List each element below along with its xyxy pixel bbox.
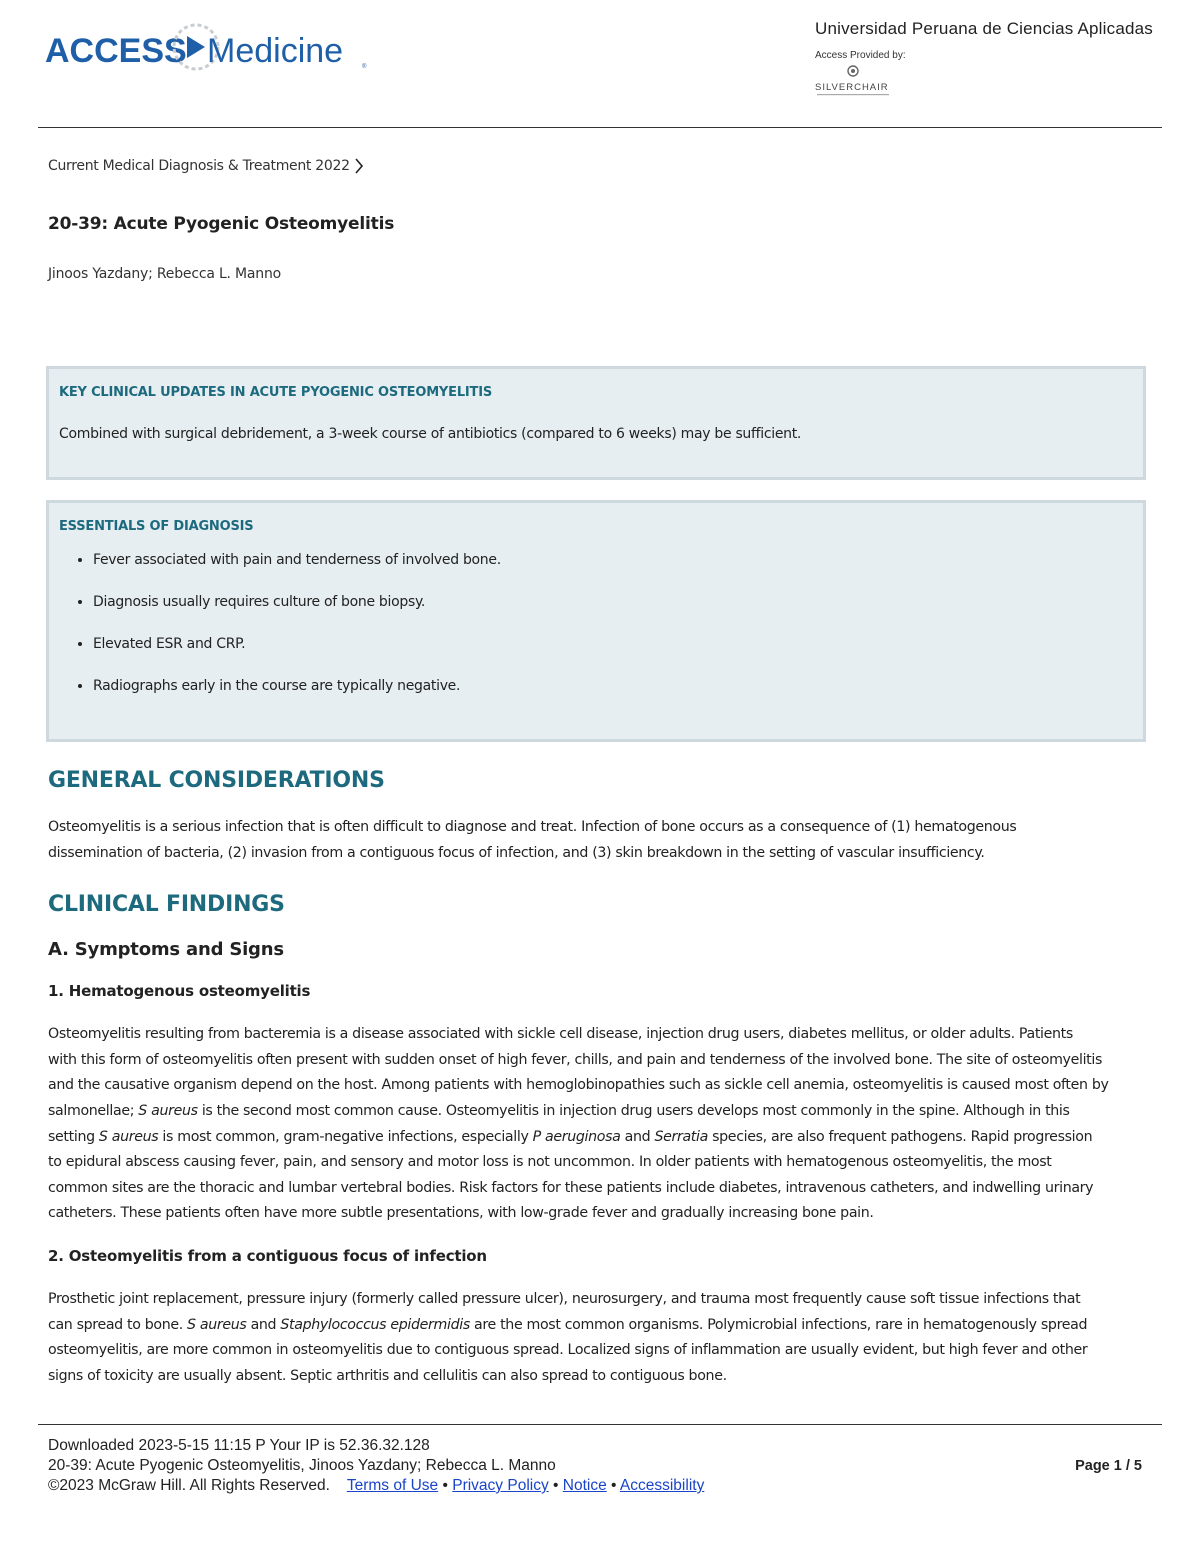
- provider-logo-text: SILVERCHAIR: [815, 82, 889, 93]
- text-line: to epidural abscess causing fever, pain, and sensory and motor loss is not uncommon. In older patients with hematogenous osteomyelitis, the most: [48, 1154, 1052, 1171]
- chapter-authors: Jinoos Yazdany; Rebecca L. Manno: [48, 266, 282, 282]
- text-line: Osteomyelitis is a serious infection that is often difficult to diagnose and treat. Infection of bone occurs as a consequence of (1) hematogenous: [48, 819, 1017, 835]
- breadcrumb-label[interactable]: Current Medical Diagnosis & Treatment 2022: [48, 158, 350, 174]
- text-line: [48, 1313, 1154, 1339]
- text-line: common sites are the thoracic and lumbar vertebral bodies. Risk factors for these patients include diabetes, intravenous catheters, and indwelling urinary: [48, 1179, 1094, 1196]
- logo-trademark: ®: [362, 64, 367, 70]
- page-header: [0, 0, 1200, 128]
- key-updates-heading: KEY CLINICAL UPDATES IN ACUTE PYOGENIC OSTEOMYELITIS: [59, 385, 493, 400]
- text-line: [48, 1099, 1154, 1125]
- header-divider: [38, 127, 1162, 128]
- text-span: can spread to bone.: [48, 1316, 188, 1333]
- organism-name: S aureus: [187, 1316, 247, 1333]
- list-item: • Elevated ESR and CRP.: [93, 636, 1133, 654]
- contiguous-paragraph: [48, 1287, 1154, 1389]
- link-separator: •: [442, 1477, 448, 1494]
- notice-link[interactable]: Notice: [562, 1477, 607, 1494]
- symptoms-signs-heading: A. Symptoms and Signs: [48, 939, 284, 961]
- organism-name: P aeruginosa: [532, 1128, 621, 1145]
- text-span: setting: [48, 1128, 99, 1145]
- institution-name: Universidad Peruana de Ciencias Aplicadas: [814, 19, 1153, 38]
- chevron-right-icon: [354, 158, 364, 174]
- text-span: is the second most common cause. Osteomyelitis in injection drug users develops most commonly in the spine. Although in this: [197, 1102, 1070, 1119]
- copyright: ©2023 McGraw Hill. All Rights Reserved.: [48, 1477, 330, 1494]
- text-line: Prosthetic joint replacement, pressure injury (formerly called pressure ulcer), neurosurgery, and trauma most frequently cause soft tissue infections that: [48, 1290, 1081, 1307]
- provider-logo: [813, 62, 903, 100]
- article-content: [48, 150, 1154, 1389]
- text-line: osteomyelitis, are more common in osteomyelitis due to contiguous spread. Localized signs of inflammation are usually evident, but high fever and other: [48, 1342, 1088, 1359]
- logo-arrow-icon: [187, 36, 205, 58]
- text-line: with this form of osteomyelitis often present with sudden onset of high fever, chills, and pain and tenderness of the involved bone. The site of osteomyelitis: [48, 1051, 1103, 1068]
- page-footer: [48, 1436, 1154, 1496]
- text-span: and: [246, 1316, 281, 1333]
- download-info: Downloaded 2023-5-15 11:15 P Your IP is 52.36.32.128: [48, 1437, 430, 1454]
- accessibility-link[interactable]: Accessibility: [619, 1477, 705, 1494]
- list-item: • Fever associated with pain and tenderness of involved bone.: [93, 552, 1133, 570]
- text-span: species, are also frequent pathogens. Rapid progression: [707, 1128, 1093, 1145]
- copyright-line: [48, 1476, 1154, 1496]
- list-item: • Radiographs early in the course are typically negative.: [93, 678, 1133, 696]
- breadcrumb[interactable]: [48, 158, 1154, 174]
- link-separator: •: [611, 1477, 617, 1494]
- text-line: [48, 1125, 1154, 1151]
- key-updates-box: [46, 366, 1146, 480]
- text-span: salmonellae;: [48, 1102, 139, 1119]
- general-considerations-text: [48, 815, 1154, 866]
- list-item: • Diagnosis usually requires culture of bone biopsy.: [93, 594, 1133, 612]
- silverchair-logo-icon: [813, 62, 903, 100]
- logo-access-text: ACCESS: [45, 32, 187, 70]
- organism-name: Serratia: [654, 1128, 708, 1145]
- logo-graphic: [45, 18, 375, 80]
- text-span: is most common, gram-negative infections, especially: [158, 1128, 533, 1145]
- text-line: Osteomyelitis resulting from bacteremia is a disease associated with sickle cell disease, injection drug users, diabetes mellitus, or older adults. Patients: [48, 1026, 1073, 1043]
- general-considerations-heading: GENERAL CONSIDERATIONS: [48, 768, 385, 793]
- hematogenous-heading: 1. Hematogenous osteomyelitis: [48, 982, 311, 1001]
- accessmedicine-logo[interactable]: [45, 18, 375, 80]
- essentials-heading: ESSENTIALS OF DIAGNOSIS: [59, 519, 254, 534]
- footer-divider: [38, 1424, 1162, 1425]
- terms-of-use-link[interactable]: Terms of Use: [346, 1477, 439, 1494]
- clinical-findings-heading: CLINICAL FINDINGS: [48, 892, 285, 918]
- key-updates-text: Combined with surgical debridement, a 3-week course of antibiotics (compared to 6 weeks) may be sufficient.: [59, 426, 802, 442]
- citation: 20-39: Acute Pyogenic Osteomyelitis, Jinoos Yazdany; Rebecca L. Manno: [48, 1457, 556, 1474]
- logo-medicine-text: Medicine: [207, 32, 344, 70]
- page-number: Page 1 / 5: [1075, 1458, 1142, 1474]
- organism-name: S aureus: [98, 1128, 159, 1145]
- organism-name: S aureus: [138, 1102, 198, 1119]
- privacy-policy-link[interactable]: Privacy Policy: [452, 1477, 549, 1494]
- hematogenous-paragraph: [48, 1022, 1154, 1227]
- text-line: dissemination of bacteria, (2) invasion from a contiguous focus of infection, and (3) skin breakdown in the setting of vascular insufficiency.: [48, 844, 985, 861]
- text-span: are the most common organisms. Polymicrobial infections, rare in hematogenously spread: [469, 1316, 1088, 1333]
- essentials-box: [46, 500, 1146, 742]
- link-separator: •: [553, 1477, 559, 1494]
- access-provided-label: Access Provided by:: [815, 50, 906, 61]
- contiguous-heading: 2. Osteomyelitis from a contiguous focus of infection: [48, 1246, 487, 1265]
- chapter-title: 20-39: Acute Pyogenic Osteomyelitis: [48, 214, 395, 234]
- text-line: catheters. These patients often have more subtle presentations, with low-grade fever and gradually increasing bone pain.: [48, 1205, 874, 1222]
- text-line: and the causative organism depend on the host. Among patients with hemoglobinopathies such as sickle cell anemia, osteomyelitis is caused most often by: [48, 1077, 1109, 1094]
- text-span: and: [620, 1128, 655, 1145]
- text-line: signs of toxicity are usually absent. Septic arthritis and cellulitis can also spread to contiguous bone.: [48, 1367, 727, 1384]
- organism-name: Staphylococcus epidermidis: [280, 1316, 470, 1333]
- essentials-list: [59, 552, 1133, 696]
